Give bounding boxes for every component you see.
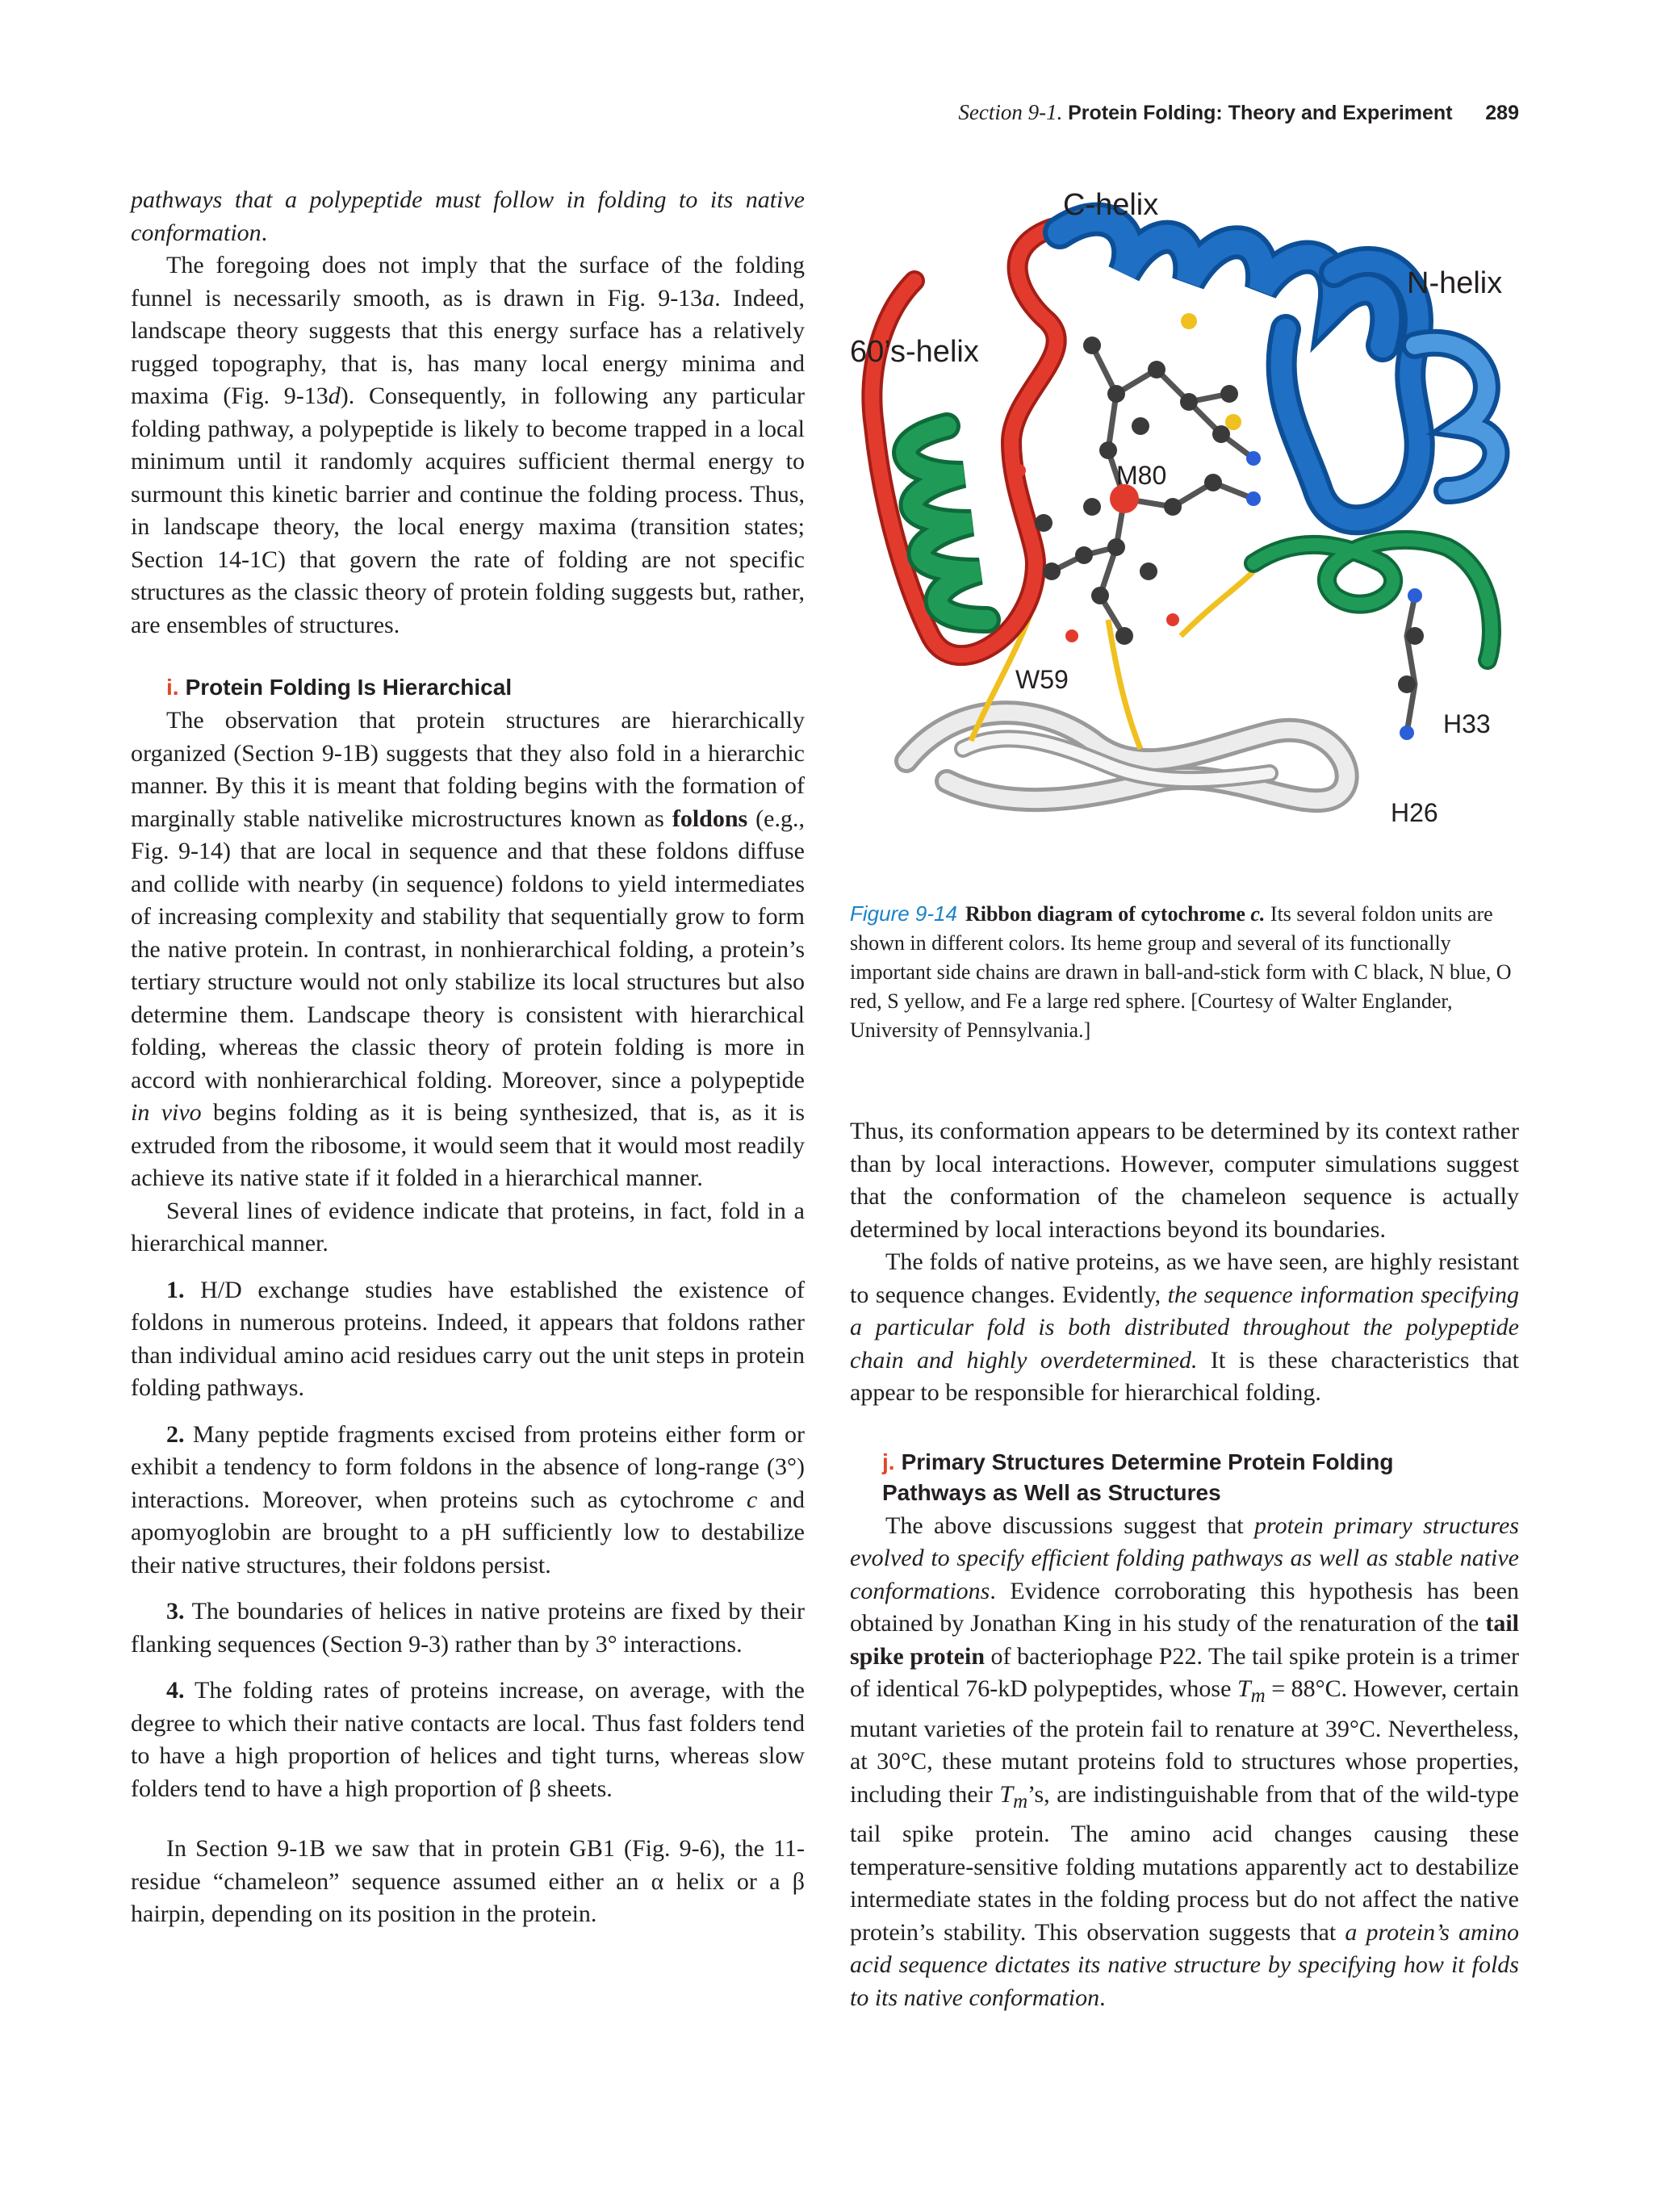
heading-letter: j. [882,1449,895,1474]
page-number: 289 [1485,102,1519,124]
label-c-helix: C-helix [1063,188,1159,222]
running-header [958,100,1519,125]
label-m80: M80 [1116,461,1167,490]
section-heading-j: j. Primary Structures Determine Protein Folding Pathways as Well as Structures [882,1449,1394,1505]
label-w59: W59 [1015,665,1069,694]
list-item-1: 1. H/D exchange studies have established the existence of foldons in numerous proteins. Indeed, it appears that foldons rather than individual amino acid residues carry out the unit steps in protein folding pathways. [131,1276,805,1401]
list-item-4: 4. The folding rates of proteins increase, on average, with the degree to which their native contacts are local. Thus fast folders tend to have a high proportion of helices and tight turns, whereas slow folders tend to have a high proportion of β sheets. [131,1677,805,1802]
section-heading-i: i. Protein Folding Is Hierarchical [166,675,513,700]
paragraph-folding-funnel: The foregoing does not imply that the surface of the folding funnel is necessarily smooth, as is drawn in Fig. 9-13a. Indeed, landscape theory suggests that this energy surface has a relatively rugged topography, that is, has many local energy minima and maxima (Fig. 9-13d). Consequently, in following any particular folding pathway, a polypeptide is likely to become trapped in a local minimum until it randomly acquires sufficient thermal energy to surmount this kinetic barrier and continue the folding process. Thus, in landscape theory, the local energy maxima (transition states; Section 14-1C) that govern the rate of folding are not specific structures as the classic theory of protein folding suggests but, rather, are ensembles of structures. [131,252,805,638]
list-item-2: 2. Many peptide fragments excised from proteins either form or exhibit a tendency to form foldons in the absence of long-range (3°) interactions. Moreover, when proteins such as cytochrome c and apomyoglobin are brought to a pH sufficiently low to destabilize their native structures, their foldons persist. [131,1420,805,1579]
paragraph-evidence: Several lines of evidence indicate that proteins, in fact, fold in a hierarchical manner. [131,1197,805,1257]
list-item-3: 3. The boundaries of helices in native proteins are fixed by their flanking sequences (Section 9-3) rather than by 3° interactions. [131,1598,805,1658]
left-column [131,184,805,1931]
paragraph-continued: pathways that a polypeptide must follow in folding to its native conformation. [131,186,805,246]
header-title: Protein Folding: Theory and Experiment [1068,102,1453,124]
right-column [850,1115,1519,2014]
paragraph-hierarchical: The observation that protein structures are hierarchically organized (Section 9-1B) suggests that they also fold in a hierarchic manner. By this it is meant that folding begins with the formation of marginally stable nativelike microstructures known as foldons (e.g., Fig. 9-14) that are local in sequence and that these foldons diffuse and collide with nearby (in sequence) foldons to yield intermediates of increasing complexity and stability that sequentially grow to form the native protein. In contrast, in nonhierarchical folding, a protein’s tertiary structure would not only stabilize its local structures but also determine them. Landscape theory is consistent with hierarchical folding, whereas the classic theory of protein folding is more in accord with nonhierarchical folding. Moreover, since a polypeptide in vivo begins folding as it is being synthesized, that is, as it is extruded from the ribosome, it would seem that it would most readily achieve its native state if it folded in a hierarchical manner. [131,707,805,1191]
label-h26: H26 [1391,798,1438,827]
paragraph-tail-spike: The above discussions suggest that protein primary structures evolved to specify efficient folding pathways as well as stable native conformations. Evidence corroborating this hypothesis has been obtained by Jonathan King in his study of the renaturation of the tail spike protein of bacteriophage P22. The tail spike protein is a trimer of identical 76-kD polypeptides, whose $T_m = 88^\circ C$. However, certain mutant varieties of the protein fail to renature at 39°C. Nevertheless, at 30°C, these mutant proteins fold to structures whose properties, including their $T_m’s$, are indistinguishable from that of the wild-type tail spike protein. The amino acid changes causing these temperature-sensitive folding mutations apparently act to destabilize intermediate states in the folding process but do not affect the native protein’s stability. This observation suggests that a protein’s amino acid sequence dictates its native structure by specifying how it folds to its native conformation. [850,1512,1520,2011]
paragraph-overdetermined: The folds of native proteins, as we have seen, are highly resistant to sequence changes. Evidently, the sequence information specifying a particular fold is both distributed throughout the polypeptide chain and highly overdetermined. It is these characteristics that appear to be responsible for hierarchical folding. [850,1248,1519,1406]
white-foldon-ribbon [906,713,1347,801]
figure-label: Figure 9-14 [850,901,957,926]
label-n-helix: N-helix [1407,266,1503,300]
green-foldon-loop [1253,540,1492,660]
heading-letter: i. [166,675,179,700]
paragraph-chameleon: In Section 9-1B we saw that in protein GB1 (Fig. 9-6), the 11-residue “chameleon” sequence assumed either an α helix or a β hairpin, depending on its position in the protein. [131,1835,805,1927]
figure-caption: Figure 9-14 Ribbon diagram of cytochrome c. Its several foldon units are shown in different colors. Its heme group and several of its functionally important side chains are drawn in ball-and-stick form with C black, N blue, O red, S yellow, and Fe a large red sphere. [Courtesy of Walter Englander, University of Pennsylvania.] [850,901,1512,1042]
paragraph-context: Thus, its conformation appears to be determined by its context rather than by local interactions. However, computer simulations suggest that the conformation of the chameleon sequence is actually determined by local interactions beyond its boundaries. [850,1118,1519,1243]
header-section: Section 9-1. [958,100,1063,124]
label-60s-helix: 60’s-helix [850,335,979,369]
label-h33: H33 [1443,709,1491,738]
figure-cytochrome-c [850,184,1525,894]
